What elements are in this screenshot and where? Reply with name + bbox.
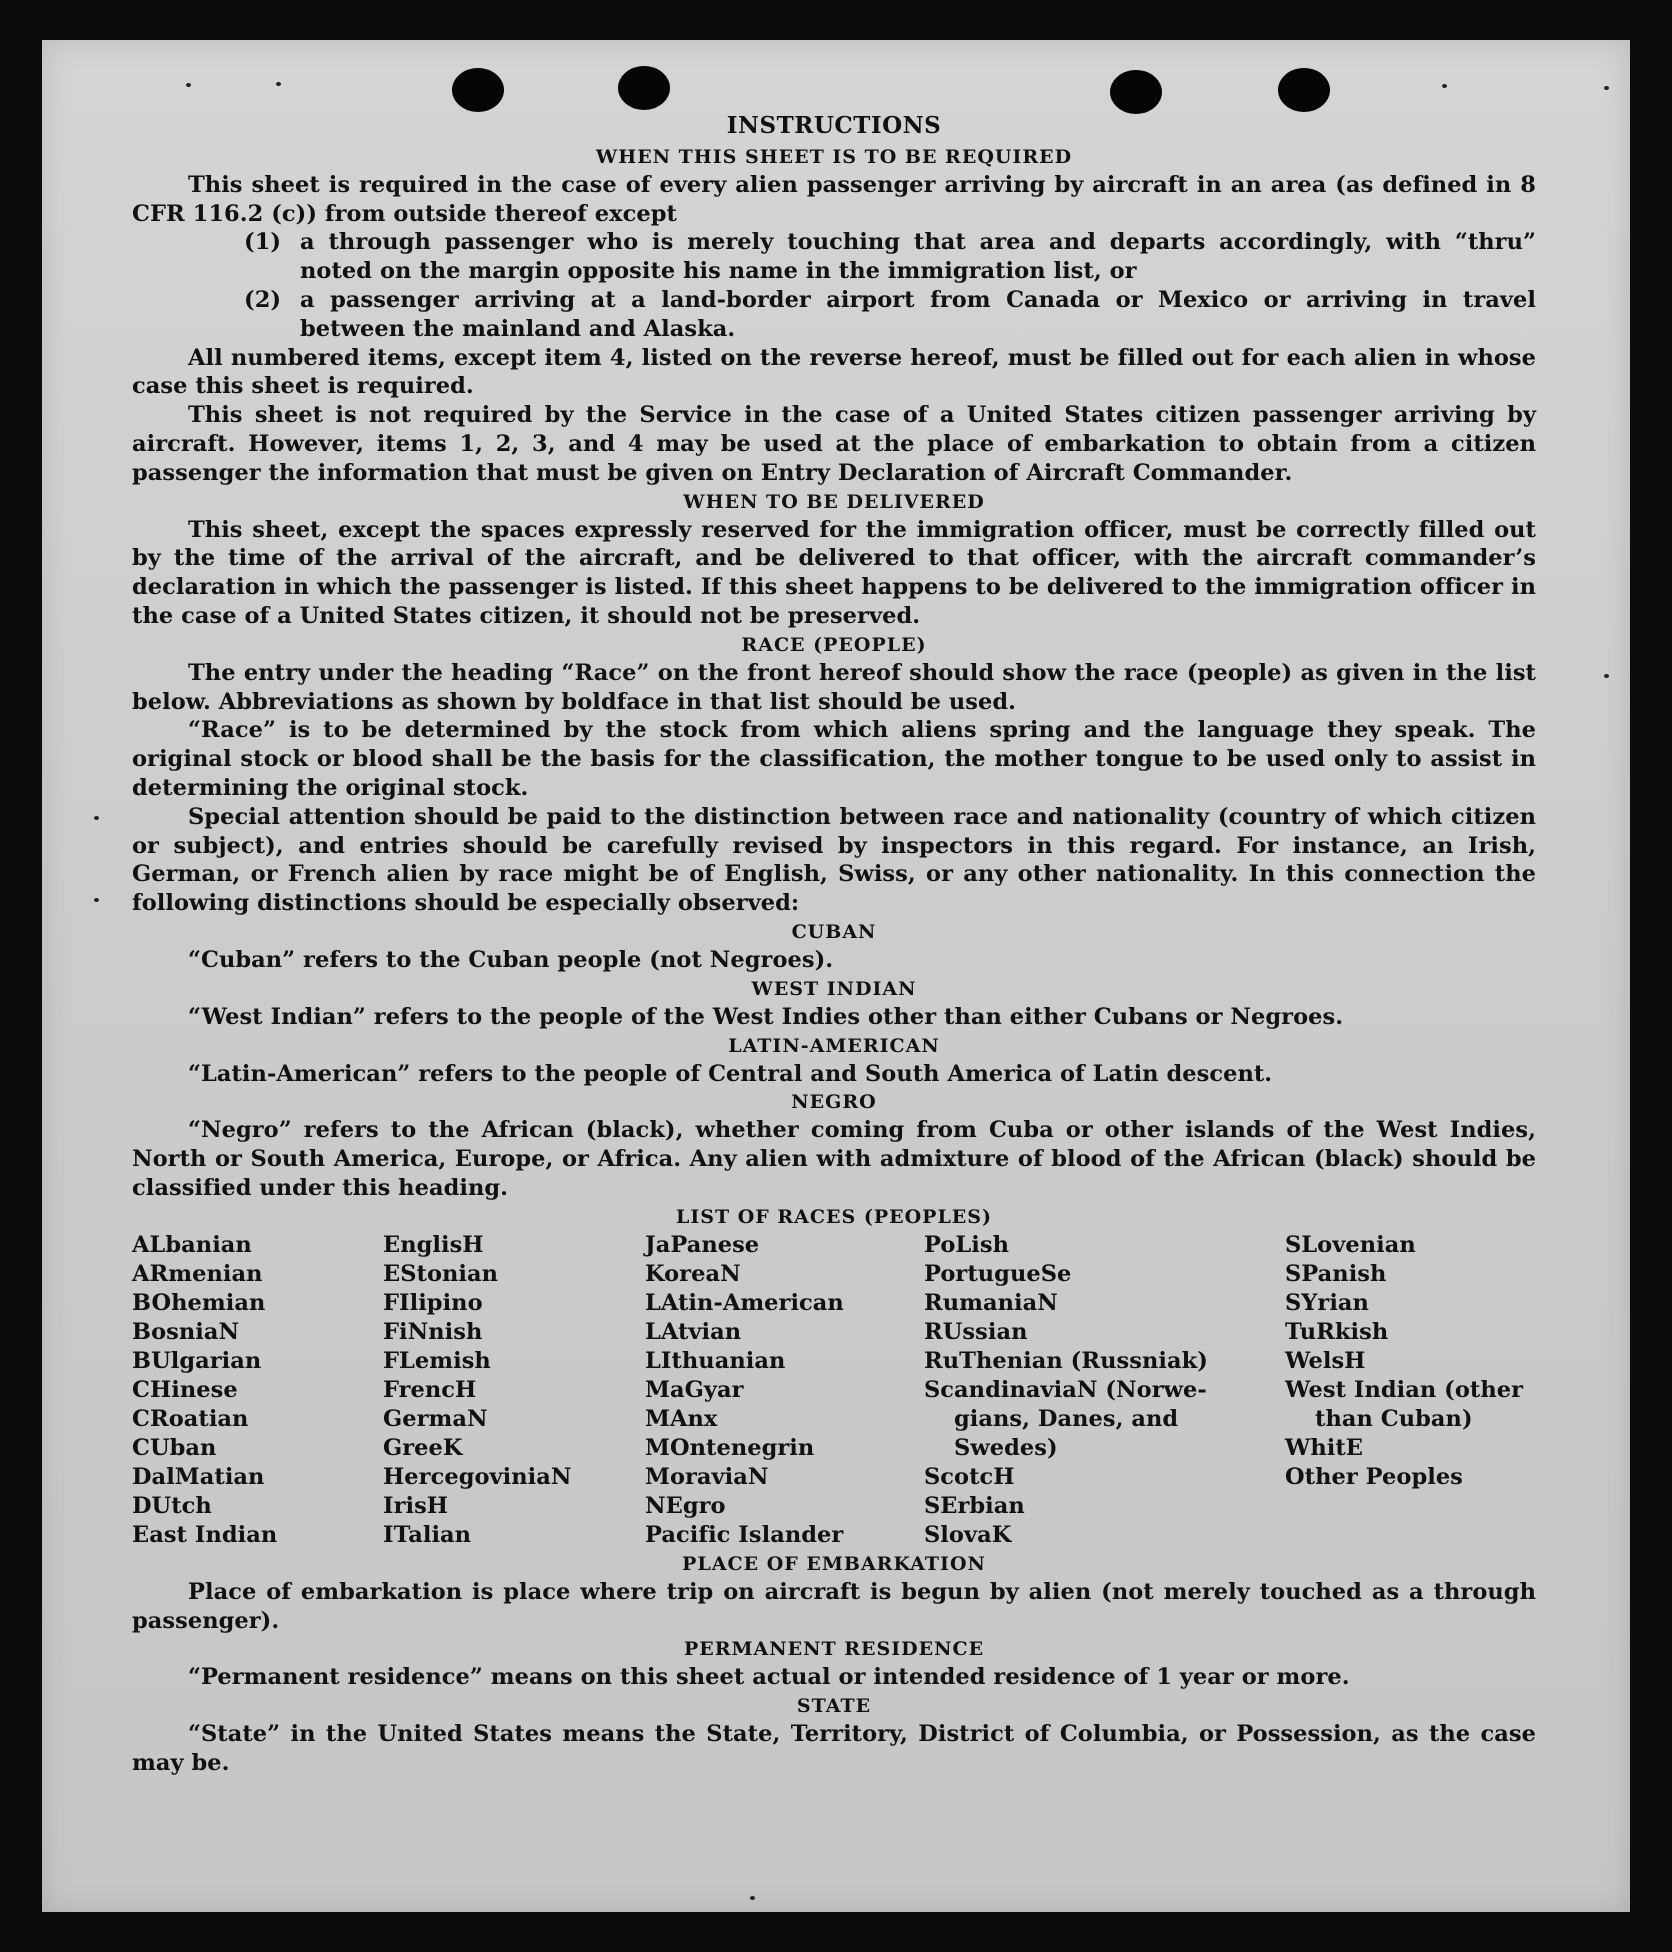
race-entry-continuation: than Cuban): [1315, 1405, 1473, 1432]
race-entry-continuation: gians, Danes, and: [954, 1405, 1179, 1432]
paragraph-required: This sheet is required in the case of every alien passenger arriving by aircraft in an area (as defined in 8 CFR 116.2 (c)) from outside thereof except: [132, 171, 1536, 227]
race-entry: SYrian: [1285, 1289, 1369, 1316]
punch-hole: [452, 68, 504, 112]
races-column-2: [383, 1231, 645, 1550]
race-entry: West Indian (other: [1285, 1376, 1524, 1403]
race-entry: FLemish: [383, 1347, 491, 1374]
heading-when-delivered: WHEN TO BE DELIVERED: [683, 490, 985, 513]
race-entry: EStonian: [383, 1260, 499, 1287]
punch-hole: [1278, 68, 1330, 112]
race-entry: East Indian: [132, 1521, 278, 1548]
races-column-4: [924, 1231, 1285, 1550]
race-entry: DalMatian: [132, 1463, 265, 1490]
paragraph-embarkation: Place of embarkation is place where trip on aircraft is begun by alien (not merely touched as a through passenger).: [132, 1578, 1536, 1634]
speck: [276, 82, 281, 86]
speck: [1604, 674, 1609, 678]
race-entry: FiNnish: [383, 1318, 483, 1345]
race-entry: RumaniaN: [924, 1289, 1058, 1316]
item-number: (1): [244, 229, 282, 256]
race-entry: CRoatian: [132, 1405, 249, 1432]
heading-when-required: WHEN THIS SHEET IS TO BE REQUIRED: [595, 145, 1073, 168]
race-entry: Other Peoples: [1285, 1463, 1463, 1490]
speck: [94, 898, 99, 902]
race-entry: SPanish: [1285, 1260, 1387, 1287]
race-entry: FrencH: [383, 1376, 477, 1403]
race-entry: BosniaN: [132, 1318, 240, 1345]
race-entry: ScandinaviaN (Norwe-: [924, 1376, 1207, 1403]
race-entry: KoreaN: [645, 1260, 741, 1287]
race-entry: GreeK: [383, 1434, 463, 1461]
heading-latin-american: LATIN-AMERICAN: [728, 1034, 940, 1057]
paragraph-numbered-items: All numbered items, except item 4, listed on the reverse hereof, must be filled out for each alien in whose case this sheet is required.: [132, 344, 1536, 400]
race-entry: IrisH: [383, 1492, 449, 1519]
race-entry: SlovaK: [924, 1521, 1012, 1548]
item-text: a through passenger who is merely touching that area and departs accordingly, with “thru” noted on the margin opposite his name in the immigration list, or: [300, 229, 1536, 285]
speck: [94, 816, 99, 820]
paragraph-residence: “Permanent residence” means on this sheet actual or intended residence of 1 year or more.: [188, 1664, 1350, 1691]
heading-race: RACE (PEOPLE): [741, 633, 927, 656]
race-entry: EnglisH: [383, 1231, 484, 1258]
race-entry: CHinese: [132, 1376, 238, 1403]
heading-cuban: CUBAN: [791, 920, 877, 943]
race-entry: WelsH: [1285, 1347, 1366, 1374]
page-title: INSTRUCTIONS: [726, 112, 942, 139]
race-entry: PortugueSe: [924, 1260, 1072, 1287]
punch-hole: [618, 66, 670, 110]
item-text: a passenger arriving at a land-border airport from Canada or Mexico or arriving in travel between the mainland and Alaska.: [300, 286, 1536, 342]
races-list: [132, 1231, 1536, 1550]
paragraph-negro: “Negro” refers to the African (black), whether coming from Cuba or other islands of the West Indies, North or South America, Europe, or Africa. Any alien with admixture of blood of the African (black) should be classified under this heading.: [132, 1117, 1536, 1201]
races-column-1: [132, 1231, 383, 1550]
race-entry: GermaN: [383, 1405, 488, 1432]
race-entry: RuThenian (Russniak): [924, 1347, 1208, 1374]
race-entry: SErbian: [924, 1492, 1025, 1519]
speck: [1604, 86, 1609, 90]
race-entry: LIthuanian: [645, 1347, 786, 1374]
paragraph-race-nationality: Special attention should be paid to the distinction between race and nationality (country of which citizen or subject), and entries should be carefully revised by inspectors in this regard. For instance, an Irish, German, or French alien by race might be of English, Swiss, or any other nationality. In this connection the following distinctions should be especially observed:: [132, 803, 1536, 917]
paragraph-delivered: This sheet, except the spaces expressly reserved for the immigration officer, must be correctly filled out by the time of the arrival of the aircraft, and be delivered to that officer, with the aircraft commander’s declaration in which the passenger is listed. If this sheet happens to be delivered to the immigration officer in the case of a United States citizen, it should not be preserved.: [132, 516, 1536, 629]
race-entry: BOhemian: [132, 1289, 266, 1316]
paragraph-cuban: “Cuban” refers to the Cuban people (not Negroes).: [188, 946, 834, 973]
race-entry: LAtin-American: [645, 1289, 844, 1316]
race-entry: MAnx: [645, 1405, 718, 1432]
race-entry: HercegoviniaN: [383, 1463, 572, 1490]
paragraph-race-stock: “Race” is to be determined by the stock from which aliens spring and the language they speak. The original stock or blood shall be the basis for the classification, the mother tongue to be used only to assist in determining the original stock.: [132, 717, 1536, 801]
race-entry: PoLish: [924, 1231, 1010, 1258]
races-column-3: [645, 1231, 924, 1550]
heading-state: STATE: [796, 1695, 872, 1718]
exception-item: [244, 228, 1536, 286]
heading-list-of-races: LIST OF RACES (PEOPLES): [676, 1205, 992, 1228]
race-entry: Pacific Islander: [645, 1521, 844, 1548]
race-entry: MoraviaN: [645, 1463, 769, 1490]
paragraph-west-indian: “West Indian” refers to the people of the West Indies other than either Cubans or Negroes.: [188, 1003, 1344, 1030]
race-entry: LAtvian: [645, 1318, 742, 1345]
race-entry: ALbanian: [132, 1231, 252, 1258]
document-sheet: [42, 40, 1630, 1912]
exception-item: [244, 286, 1536, 344]
paragraph-race-entry: The entry under the heading “Race” on the front hereof should show the race (people) as given in the list below. Abbreviations as shown by boldface in that list should be used.: [132, 659, 1536, 715]
race-entry: ScotcH: [924, 1463, 1015, 1490]
item-number: (2): [244, 286, 282, 313]
speck: [186, 83, 191, 87]
heading-negro: NEGRO: [791, 1091, 877, 1114]
race-entry: CUban: [132, 1434, 217, 1461]
races-column-5: [1285, 1231, 1536, 1550]
race-entry: JaPanese: [645, 1231, 760, 1258]
race-entry-continuation: Swedes): [954, 1434, 1058, 1461]
race-entry: RUssian: [924, 1318, 1028, 1345]
heading-place-of-embarkation: PLACE OF EMBARKATION: [682, 1552, 986, 1575]
speck: [750, 1896, 755, 1900]
paragraph-latin-american: “Latin-American” refers to the people of Central and South America of Latin descent.: [188, 1060, 1273, 1087]
race-entry: DUtch: [132, 1492, 212, 1519]
heading-west-indian: WEST INDIAN: [751, 977, 917, 1000]
paragraph-state: “State” in the United States means the State, Territory, District of Columbia, or Possession, as the case may be.: [132, 1721, 1536, 1776]
speck: [1442, 84, 1447, 88]
race-entry: SLovenian: [1285, 1231, 1416, 1258]
race-entry: BUlgarian: [132, 1347, 262, 1374]
race-entry: MaGyar: [645, 1376, 744, 1403]
race-entry: MOntenegrin: [645, 1434, 815, 1461]
paragraph-citizen: This sheet is not required by the Service in the case of a United States citizen passenger arriving by aircraft. However, items 1, 2, 3, and 4 may be used at the place of embarkation to obtain from a citizen passenger the information that must be given on Entry Declaration of Aircraft Commander.: [132, 402, 1536, 486]
race-entry: ITalian: [383, 1521, 472, 1548]
race-entry: NEgro: [645, 1492, 726, 1519]
race-entry: WhitE: [1285, 1434, 1363, 1461]
heading-permanent-residence: PERMANENT RESIDENCE: [683, 1638, 985, 1661]
punch-hole: [1110, 70, 1162, 114]
race-entry: FIlipino: [383, 1289, 483, 1316]
race-entry: TuRkish: [1285, 1318, 1389, 1345]
race-entry: ARmenian: [132, 1260, 263, 1287]
instructions-body: [132, 112, 1536, 1778]
